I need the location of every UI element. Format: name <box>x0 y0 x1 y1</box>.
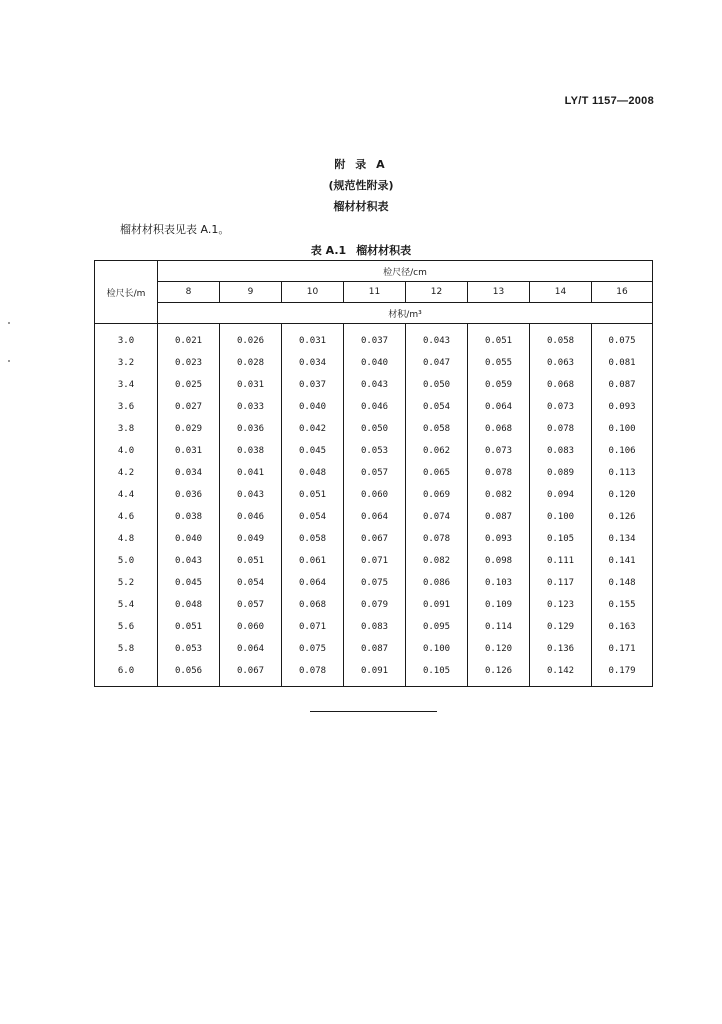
length-cell: 4.0 <box>95 440 158 462</box>
volume-cell: 0.114 <box>468 616 530 638</box>
volume-cell: 0.040 <box>344 352 406 374</box>
volume-cell: 0.067 <box>220 660 282 687</box>
length-cell: 3.2 <box>95 352 158 374</box>
volume-cell: 0.148 <box>592 572 653 594</box>
volume-cell: 0.038 <box>158 506 220 528</box>
volume-cell: 0.126 <box>468 660 530 687</box>
volume-cell: 0.061 <box>282 550 344 572</box>
volume-cell: 0.046 <box>344 396 406 418</box>
row-header-length: 检尺长/m <box>95 261 158 324</box>
volume-cell: 0.062 <box>406 440 468 462</box>
volume-table-body <box>95 324 653 687</box>
diameter-header-cell: 13 <box>468 282 530 303</box>
volume-table <box>94 260 653 687</box>
diameter-header-cell: 11 <box>344 282 406 303</box>
table-row <box>95 396 653 418</box>
appendix-title: 附 录 A <box>334 158 388 171</box>
volume-cell: 0.058 <box>282 528 344 550</box>
volume-cell: 0.025 <box>158 374 220 396</box>
volume-cell: 0.040 <box>158 528 220 550</box>
volume-cell: 0.057 <box>344 462 406 484</box>
length-cell: 3.8 <box>95 418 158 440</box>
volume-cell: 0.105 <box>406 660 468 687</box>
volume-cell: 0.083 <box>344 616 406 638</box>
volume-cell: 0.100 <box>406 638 468 660</box>
table-row <box>95 550 653 572</box>
volume-cell: 0.134 <box>592 528 653 550</box>
volume-cell: 0.098 <box>468 550 530 572</box>
volume-cell: 0.040 <box>282 396 344 418</box>
table-row <box>95 572 653 594</box>
volume-cell: 0.094 <box>530 484 592 506</box>
volume-cell: 0.034 <box>158 462 220 484</box>
volume-cell: 0.048 <box>282 462 344 484</box>
volume-cell: 0.026 <box>220 324 282 353</box>
volume-cell: 0.051 <box>220 550 282 572</box>
volume-cell: 0.141 <box>592 550 653 572</box>
volume-cell: 0.058 <box>530 324 592 353</box>
volume-cell: 0.054 <box>282 506 344 528</box>
volume-cell: 0.034 <box>282 352 344 374</box>
length-cell: 5.0 <box>95 550 158 572</box>
volume-cell: 0.129 <box>530 616 592 638</box>
volume-cell: 0.051 <box>282 484 344 506</box>
volume-cell: 0.078 <box>406 528 468 550</box>
volume-cell: 0.036 <box>220 418 282 440</box>
length-cell: 5.4 <box>95 594 158 616</box>
volume-cell: 0.053 <box>344 440 406 462</box>
volume-cell: 0.050 <box>406 374 468 396</box>
volume-cell: 0.068 <box>530 374 592 396</box>
volume-cell: 0.120 <box>592 484 653 506</box>
appendix-subtitle: 榴材材积表 <box>333 200 389 213</box>
volume-cell: 0.093 <box>468 528 530 550</box>
volume-cell: 0.037 <box>282 374 344 396</box>
volume-cell: 0.155 <box>592 594 653 616</box>
length-cell: 4.2 <box>95 462 158 484</box>
table-caption-label: 表 A.1 <box>310 244 347 257</box>
volume-cell: 0.083 <box>530 440 592 462</box>
volume-cell: 0.078 <box>282 660 344 687</box>
appendix-heading <box>0 154 722 217</box>
volume-cell: 0.117 <box>530 572 592 594</box>
table-row <box>95 506 653 528</box>
column-group-header-diameter: 检尺径/cm <box>158 261 653 282</box>
table-row <box>95 352 653 374</box>
length-cell: 5.2 <box>95 572 158 594</box>
standard-code: LY/T 1157—2008 <box>564 95 654 107</box>
volume-cell: 0.136 <box>530 638 592 660</box>
volume-cell: 0.075 <box>592 324 653 353</box>
volume-cell: 0.058 <box>406 418 468 440</box>
table-caption-title: 榴材材积表 <box>356 244 412 257</box>
volume-cell: 0.055 <box>468 352 530 374</box>
volume-cell: 0.021 <box>158 324 220 353</box>
volume-cell: 0.041 <box>220 462 282 484</box>
table-row <box>95 594 653 616</box>
volume-cell: 0.068 <box>282 594 344 616</box>
diameter-header-cell: 14 <box>530 282 592 303</box>
volume-cell: 0.091 <box>406 594 468 616</box>
volume-cell: 0.064 <box>468 396 530 418</box>
volume-cell: 0.051 <box>468 324 530 353</box>
volume-cell: 0.048 <box>158 594 220 616</box>
volume-cell: 0.075 <box>282 638 344 660</box>
table-row <box>95 440 653 462</box>
volume-cell: 0.064 <box>282 572 344 594</box>
volume-cell: 0.023 <box>158 352 220 374</box>
length-cell: 6.0 <box>95 660 158 687</box>
volume-cell: 0.100 <box>530 506 592 528</box>
volume-cell: 0.027 <box>158 396 220 418</box>
volume-cell: 0.033 <box>220 396 282 418</box>
volume-cell: 0.079 <box>344 594 406 616</box>
volume-cell: 0.081 <box>592 352 653 374</box>
table-row <box>95 660 653 687</box>
volume-cell: 0.111 <box>530 550 592 572</box>
volume-cell: 0.043 <box>406 324 468 353</box>
table-row <box>95 374 653 396</box>
volume-cell: 0.078 <box>530 418 592 440</box>
scan-speck <box>8 360 10 362</box>
volume-cell: 0.106 <box>592 440 653 462</box>
volume-cell: 0.053 <box>158 638 220 660</box>
volume-cell: 0.059 <box>468 374 530 396</box>
unit-header-volume: 材积/m³ <box>158 303 653 324</box>
intro-text: 榴材材积表见表 A.1。 <box>120 223 230 236</box>
volume-cell: 0.086 <box>406 572 468 594</box>
length-cell: 5.6 <box>95 616 158 638</box>
volume-cell: 0.082 <box>468 484 530 506</box>
volume-cell: 0.056 <box>158 660 220 687</box>
length-cell: 5.8 <box>95 638 158 660</box>
volume-cell: 0.031 <box>220 374 282 396</box>
volume-cell: 0.071 <box>344 550 406 572</box>
volume-cell: 0.087 <box>468 506 530 528</box>
volume-cell: 0.051 <box>158 616 220 638</box>
volume-cell: 0.063 <box>530 352 592 374</box>
volume-cell: 0.064 <box>344 506 406 528</box>
table-row <box>95 528 653 550</box>
table-row <box>95 616 653 638</box>
volume-cell: 0.065 <box>406 462 468 484</box>
volume-cell: 0.047 <box>406 352 468 374</box>
volume-cell: 0.109 <box>468 594 530 616</box>
table-row <box>95 324 653 353</box>
volume-cell: 0.073 <box>468 440 530 462</box>
scan-speck <box>8 322 10 324</box>
diameter-header-cell: 9 <box>220 282 282 303</box>
table-row <box>95 484 653 506</box>
volume-cell: 0.045 <box>282 440 344 462</box>
volume-cell: 0.075 <box>344 572 406 594</box>
volume-cell: 0.082 <box>406 550 468 572</box>
volume-cell: 0.100 <box>592 418 653 440</box>
volume-cell: 0.043 <box>158 550 220 572</box>
volume-cell: 0.057 <box>220 594 282 616</box>
diameter-header-cell: 16 <box>592 282 653 303</box>
volume-cell: 0.045 <box>158 572 220 594</box>
volume-cell: 0.142 <box>530 660 592 687</box>
volume-cell: 0.126 <box>592 506 653 528</box>
volume-cell: 0.060 <box>344 484 406 506</box>
volume-cell: 0.078 <box>468 462 530 484</box>
volume-cell: 0.123 <box>530 594 592 616</box>
diameter-header-cell: 8 <box>158 282 220 303</box>
volume-cell: 0.095 <box>406 616 468 638</box>
volume-cell: 0.171 <box>592 638 653 660</box>
volume-cell: 0.042 <box>282 418 344 440</box>
length-cell: 4.4 <box>95 484 158 506</box>
volume-cell: 0.046 <box>220 506 282 528</box>
volume-cell: 0.091 <box>344 660 406 687</box>
volume-cell: 0.103 <box>468 572 530 594</box>
volume-cell: 0.043 <box>220 484 282 506</box>
volume-cell: 0.071 <box>282 616 344 638</box>
volume-cell: 0.049 <box>220 528 282 550</box>
volume-cell: 0.113 <box>592 462 653 484</box>
volume-cell: 0.043 <box>344 374 406 396</box>
volume-cell: 0.179 <box>592 660 653 687</box>
volume-cell: 0.093 <box>592 396 653 418</box>
length-cell: 4.6 <box>95 506 158 528</box>
volume-cell: 0.060 <box>220 616 282 638</box>
volume-cell: 0.050 <box>344 418 406 440</box>
table-row <box>95 418 653 440</box>
volume-cell: 0.120 <box>468 638 530 660</box>
volume-cell: 0.037 <box>344 324 406 353</box>
volume-cell: 0.087 <box>592 374 653 396</box>
volume-cell: 0.067 <box>344 528 406 550</box>
volume-cell: 0.163 <box>592 616 653 638</box>
diameter-header-row <box>95 282 653 303</box>
volume-cell: 0.068 <box>468 418 530 440</box>
volume-cell: 0.054 <box>220 572 282 594</box>
volume-cell: 0.064 <box>220 638 282 660</box>
volume-cell: 0.054 <box>406 396 468 418</box>
volume-cell: 0.028 <box>220 352 282 374</box>
length-cell: 3.4 <box>95 374 158 396</box>
volume-cell: 0.105 <box>530 528 592 550</box>
end-rule <box>310 711 437 712</box>
table-row <box>95 462 653 484</box>
volume-cell: 0.069 <box>406 484 468 506</box>
volume-cell: 0.038 <box>220 440 282 462</box>
volume-cell: 0.031 <box>282 324 344 353</box>
volume-cell: 0.036 <box>158 484 220 506</box>
length-cell: 3.0 <box>95 324 158 353</box>
volume-cell: 0.031 <box>158 440 220 462</box>
volume-cell: 0.029 <box>158 418 220 440</box>
volume-cell: 0.074 <box>406 506 468 528</box>
diameter-header-cell: 10 <box>282 282 344 303</box>
table-row <box>95 638 653 660</box>
length-cell: 4.8 <box>95 528 158 550</box>
volume-cell: 0.087 <box>344 638 406 660</box>
appendix-normative-label: (规范性附录) <box>328 179 394 192</box>
length-cell: 3.6 <box>95 396 158 418</box>
table-caption <box>0 242 722 258</box>
volume-cell: 0.089 <box>530 462 592 484</box>
diameter-header-cell: 12 <box>406 282 468 303</box>
volume-cell: 0.073 <box>530 396 592 418</box>
